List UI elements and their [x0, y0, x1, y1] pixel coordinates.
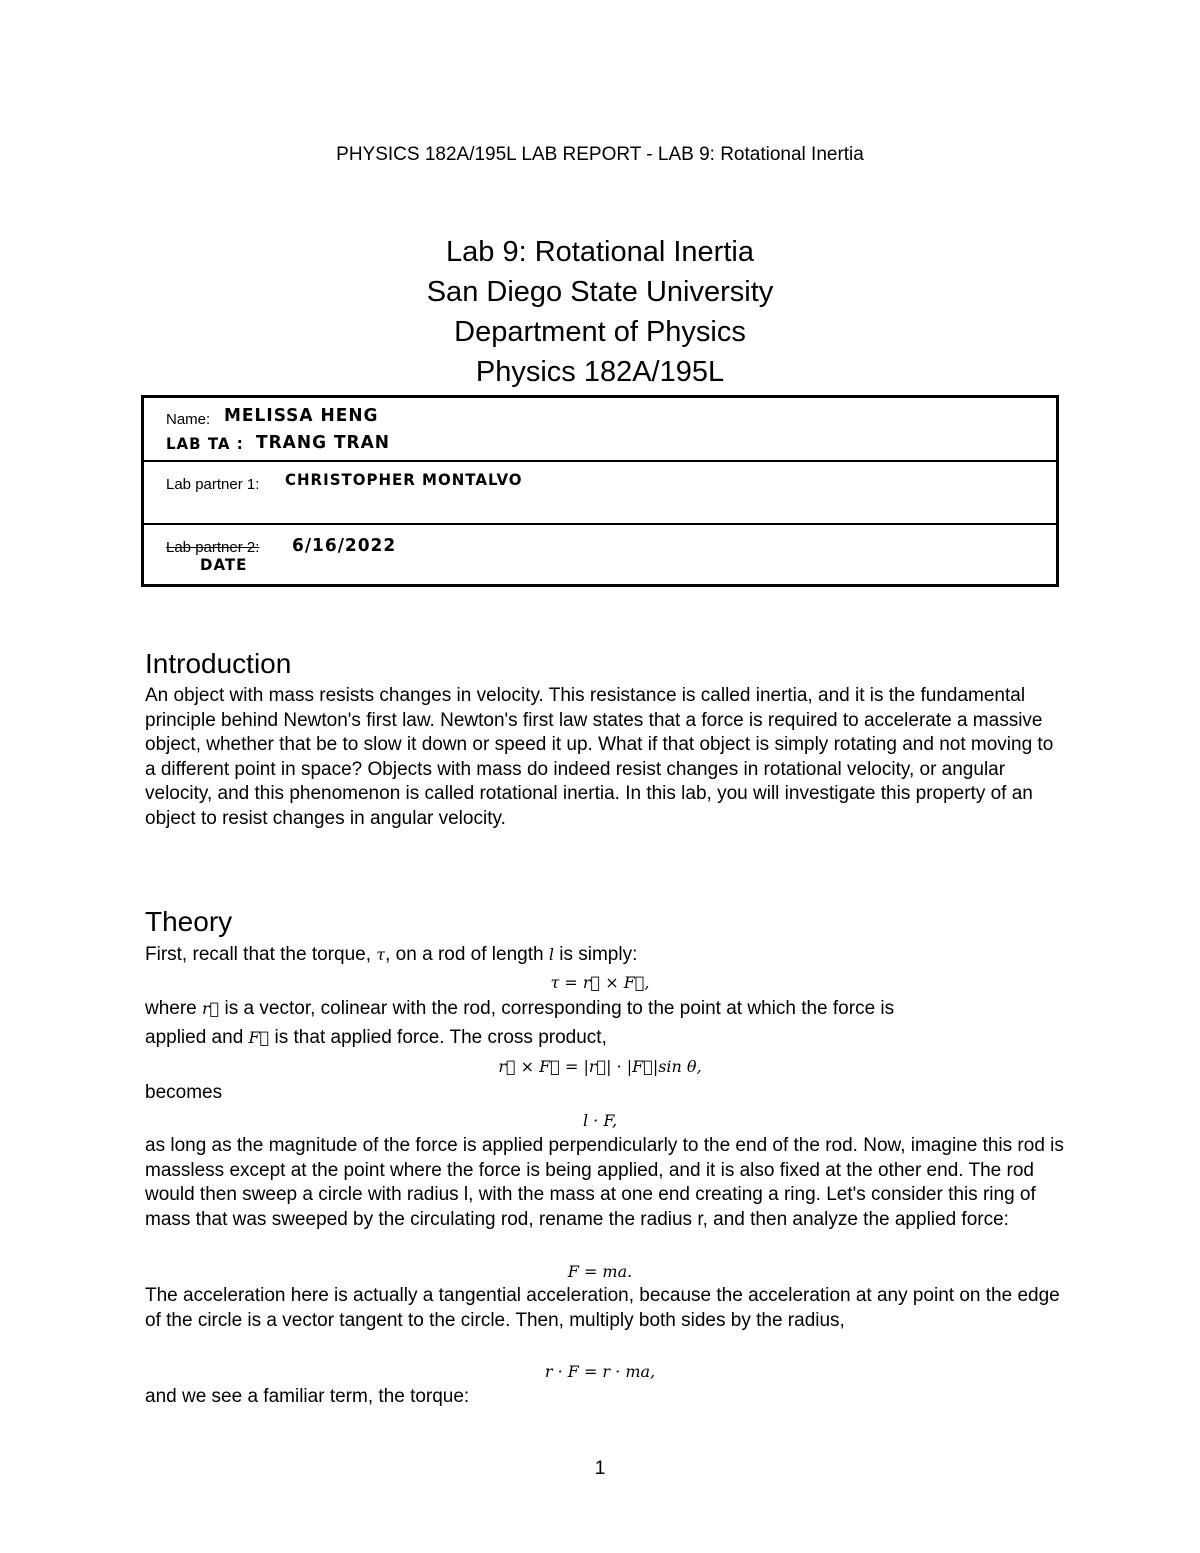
equation-torque: τ = r⃗ × F⃗,: [550, 973, 650, 992]
page-number: 1: [594, 1458, 606, 1479]
partner2-row: [144, 525, 1056, 587]
date-value: 6/16/2022: [292, 535, 397, 557]
running-header: PHYSICS 182A/195L LAB REPORT - LAB 9: Rotational Inertia: [336, 144, 864, 165]
name-label: Name:: [166, 411, 211, 428]
equation-l-times-f: l · F,: [582, 1111, 618, 1130]
tau-symbol: τ: [376, 945, 386, 964]
theory-text: where: [145, 998, 203, 1019]
l-symbol: l: [548, 945, 554, 964]
theory-heading: Theory: [145, 906, 233, 937]
partner1-row: [144, 462, 1056, 525]
university-name: San Diego State University: [426, 276, 774, 308]
equation-f-ma: F = ma.: [567, 1262, 633, 1281]
partner1-label: Lab partner 1:: [166, 476, 260, 493]
theory-line-3: [145, 1027, 607, 1049]
ta-label: LAB TA :: [166, 434, 244, 454]
theory-text: , on a rod of length: [385, 944, 549, 965]
theory-line-2: [145, 998, 894, 1020]
theory-paragraph-6: The acceleration here is actually a tangential acceleration, because the acceleration at any point on the edge of the circle is a vector tangent to the circle. Then, multiply both sides by the radius,: [145, 1285, 1060, 1331]
partner2-label: Lab partner 2:: [166, 539, 260, 556]
name-row: [144, 398, 1056, 462]
theory-line-7: and we see a familiar term, the torque:: [145, 1386, 470, 1407]
lab-title: Lab 9: Rotational Inertia: [446, 236, 754, 268]
r-vector-symbol: r⃗: [202, 999, 220, 1018]
theory-text: is a vector, colinear with the rod, corresponding to the point at which the force is: [219, 998, 895, 1019]
date-label: DATE: [200, 555, 248, 575]
f-vector-symbol: F⃗: [248, 1028, 270, 1047]
theory-line-1: [145, 944, 637, 966]
introduction-heading: Introduction: [145, 648, 292, 679]
title-block: [0, 232, 1200, 392]
theory-text: is that applied force. The cross product,: [269, 1027, 607, 1048]
ta-value: TRANG TRAN: [256, 432, 391, 454]
theory-text: applied and: [145, 1027, 249, 1048]
theory-paragraph-5: as long as the magnitude of the force is applied perpendicularly to the end of the rod. Now, imagine this rod is massless except at the point where the force is being applied, and it is also fixed at the other end. The rod would then sweep a circle with radius l, with the mass at one end creating a ring. Let's consider this ring of mass that was sweeped by the circulating rod, rename the radius r, and then analyze the applied force:: [145, 1135, 1064, 1230]
introduction-body: An object with mass resists changes in velocity. This resistance is called inertia, and it is the fundamental principle behind Newton's first law. Newton's first law states that a force is required to accelerate a massive object, whether that be to slow it down or speed it up. What if that object is simply rotating and not moving to a different point in space? Objects with mass do indeed resist changes in rotational velocity, or angular velocity, and this phenomenon is called rotational inertia. In this lab, you will investigate this property of an object to resist changes in angular velocity.: [145, 685, 1054, 829]
equation-cross-product: r⃗ × F⃗ = |r⃗| · |F⃗|sin θ,: [498, 1057, 702, 1076]
student-info-box: [141, 395, 1059, 587]
name-value: MELISSA HENG: [224, 405, 379, 427]
course-name: Physics 182A/195L: [475, 356, 725, 388]
theory-text: First, recall that the torque,: [145, 944, 377, 965]
equation-r-f: r · F = r · ma,: [544, 1362, 656, 1381]
partner1-value: CHRISTOPHER MONTALVO: [285, 470, 523, 490]
theory-text: is simply:: [553, 944, 638, 965]
department-name: Department of Physics: [454, 316, 746, 348]
theory-line-4: becomes: [145, 1082, 223, 1103]
